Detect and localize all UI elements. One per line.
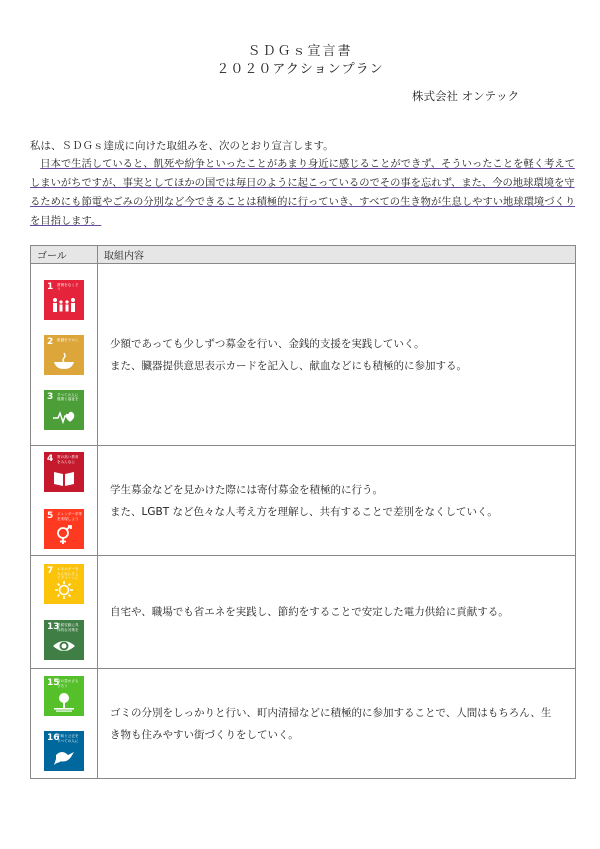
table-row [31, 264, 576, 446]
company-name: 株式会社 オンテック [412, 89, 520, 103]
table-row [31, 669, 576, 779]
content-line: また、LGBT など色々な人考え方を理解し、共有することで差別をなくしていく。 [110, 505, 498, 518]
sdg-5-icon: 5 ジェンダー平等を実現しよう [44, 509, 84, 549]
document-subtitle: ２０２０アクションプラン [216, 62, 384, 77]
goal-content-cell [98, 446, 576, 556]
declaration-body-text: 日本で生活していると、飢死や紛争といったことがあまり身近に感じることができず、そういったことを軽く考えてしまいがちですが、事実としてほかの国では毎日のように起こっているのでその事を忘れず、また、今の地球環境を守るためにも節電やごみの分別など今できることは積極的に行っていき、すべての生き物が生息しやすい地球環境づくりを目指します。 [30, 158, 576, 227]
sdg-13-icon: 13 気候変動に具体的な対策を [44, 620, 84, 660]
goal-content-cell [98, 556, 576, 669]
goal-content-cell [98, 264, 576, 446]
content-line: ゴミの分別をしっかりと行い、町内清掃などに積極的に参加することで、人間はもちろん、生き物も住みやすい街づくりをしていく。 [110, 706, 552, 741]
content-column-header: 取組内容 [98, 246, 576, 264]
sdg-1-icon: 1 貧困をなくそう [44, 280, 84, 320]
sdg-7-icon: 7 エネルギーをみんなにそしてクリーンに [44, 564, 84, 604]
goal-icons-cell [31, 446, 98, 556]
table-row [31, 556, 576, 669]
goal-column-header: ゴール [31, 246, 98, 264]
sdg-4-icon: 4 質の高い教育をみんなに [44, 452, 84, 492]
content-line: 少額であっても少しずつ募金を行い、金銭的支援を実践していく。 [110, 337, 425, 350]
goal-icons-cell [31, 669, 98, 779]
goals-table [30, 245, 576, 779]
table-row [31, 446, 576, 556]
declaration-line: 私は、ＳＤＧｓ達成に向けた取組みを、次のとおり宣言します。 [30, 140, 334, 152]
goal-content-cell [98, 669, 576, 779]
content-line: また、臓器提供意思表示カードを記入し、献血などにも積極的に参加する。 [110, 359, 467, 372]
sdg-3-icon: 3 すべての人に健康と福祉を [44, 390, 84, 430]
content-line: 学生募金などを見かけた際には寄付募金を積極的に行う。 [110, 483, 383, 496]
declaration-body [30, 155, 578, 231]
goal-icons-cell [31, 556, 98, 669]
sdg-15-icon: 15 陸の豊かさも守ろう [44, 676, 84, 716]
sdg-2-icon: 2 飢餓をゼロに [44, 335, 84, 375]
goal-icons-cell [31, 264, 98, 446]
document-title: ＳＤＧｓ宣言書 [247, 44, 353, 59]
goals-table-header [31, 246, 576, 264]
sdg-16-icon: 16 平和と公正をすべての人に [44, 731, 84, 771]
content-line: 自宅や、職場でも省エネを実践し、節約をすることで安定した電力供給に貢献する。 [110, 606, 509, 618]
